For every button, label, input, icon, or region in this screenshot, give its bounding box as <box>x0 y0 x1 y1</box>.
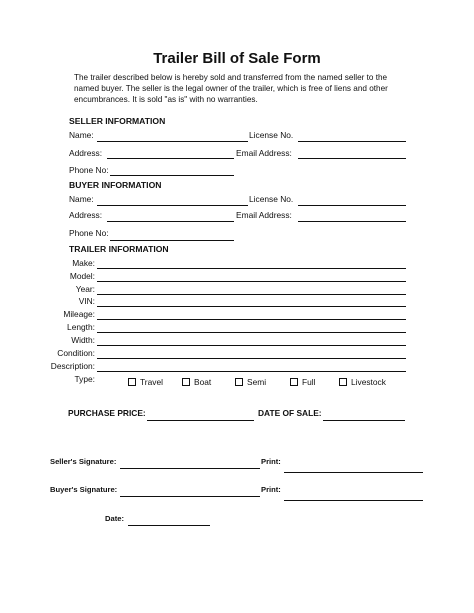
width-field[interactable] <box>97 345 406 346</box>
description-label: Description: <box>50 361 95 371</box>
seller-email-label: Email Address: <box>236 148 292 158</box>
model-label: Model: <box>69 271 95 281</box>
checkbox-icon <box>235 378 243 386</box>
type-livestock-checkbox[interactable]: Livestock <box>339 377 386 387</box>
checkbox-icon <box>339 378 347 386</box>
buyer-print-field[interactable] <box>284 500 423 501</box>
sellers-signature-field[interactable] <box>120 468 260 469</box>
seller-phone-label: Phone No: <box>69 165 109 175</box>
buyer-phone-field[interactable] <box>110 240 234 241</box>
width-label: Width: <box>71 335 95 345</box>
date-label: Date: <box>105 514 124 523</box>
sellers-signature-label: Seller's Signature: <box>50 457 117 466</box>
seller-name-field[interactable] <box>97 141 248 142</box>
date-of-sale-field[interactable] <box>323 420 405 421</box>
seller-address-label: Address: <box>69 148 103 158</box>
buyer-name-label: Name: <box>69 194 94 204</box>
trailer-heading: TRAILER INFORMATION <box>69 244 169 254</box>
form-title: Trailer Bill of Sale Form <box>153 50 321 67</box>
date-of-sale-label: DATE OF SALE: <box>258 408 322 418</box>
purchase-price-field[interactable] <box>147 420 254 421</box>
seller-phone-field[interactable] <box>110 175 234 176</box>
model-field[interactable] <box>97 281 406 282</box>
length-label: Length: <box>67 322 95 332</box>
checkbox-icon <box>290 378 298 386</box>
condition-field[interactable] <box>97 358 406 359</box>
buyer-phone-label: Phone No: <box>69 228 109 238</box>
purchase-price-label: PURCHASE PRICE: <box>68 408 146 418</box>
type-semi-checkbox[interactable]: Semi <box>235 377 266 387</box>
mileage-label: Mileage: <box>63 309 95 319</box>
length-field[interactable] <box>97 332 406 333</box>
type-label: Type: <box>74 374 95 384</box>
buyer-name-field[interactable] <box>97 205 248 206</box>
seller-print-label: Print: <box>261 457 281 466</box>
buyer-address-label: Address: <box>69 210 103 220</box>
buyers-signature-field[interactable] <box>120 496 260 497</box>
seller-name-label: Name: <box>69 130 94 140</box>
type-boat-checkbox[interactable]: Boat <box>182 377 211 387</box>
vin-label: VIN: <box>78 296 95 306</box>
type-travel-checkbox[interactable]: Travel <box>128 377 163 387</box>
seller-heading: SELLER INFORMATION <box>69 116 166 126</box>
description-field[interactable] <box>97 371 406 372</box>
seller-email-field[interactable] <box>298 158 406 159</box>
buyer-print-label: Print: <box>261 485 281 494</box>
checkbox-icon <box>182 378 190 386</box>
seller-license-label: License No. <box>249 130 294 140</box>
buyer-license-label: License No. <box>249 194 294 204</box>
seller-license-field[interactable] <box>298 141 406 142</box>
checkbox-icon <box>128 378 136 386</box>
make-label: Make: <box>72 258 95 268</box>
buyer-license-field[interactable] <box>298 205 406 206</box>
type-full-checkbox[interactable]: Full <box>290 377 316 387</box>
buyer-heading: BUYER INFORMATION <box>69 180 162 190</box>
buyer-address-field[interactable] <box>107 221 234 222</box>
seller-print-field[interactable] <box>284 472 423 473</box>
buyers-signature-label: Buyer's Signature: <box>50 485 118 494</box>
make-field[interactable] <box>97 268 406 269</box>
mileage-field[interactable] <box>97 319 406 320</box>
buyer-email-field[interactable] <box>298 221 406 222</box>
condition-label: Condition: <box>57 348 95 358</box>
intro-paragraph: The trailer described below is hereby sold and transferred from the named seller to the named buyer. The seller is the legal owner of the trailer, which is free of liens and other encumbrances. It is sold "as is" with no warranties. <box>74 73 388 104</box>
year-field[interactable] <box>97 294 406 295</box>
date-field[interactable] <box>128 525 210 526</box>
vin-field[interactable] <box>97 306 406 307</box>
buyer-email-label: Email Address: <box>236 210 292 220</box>
year-label: Year: <box>75 284 95 294</box>
seller-address-field[interactable] <box>107 158 234 159</box>
